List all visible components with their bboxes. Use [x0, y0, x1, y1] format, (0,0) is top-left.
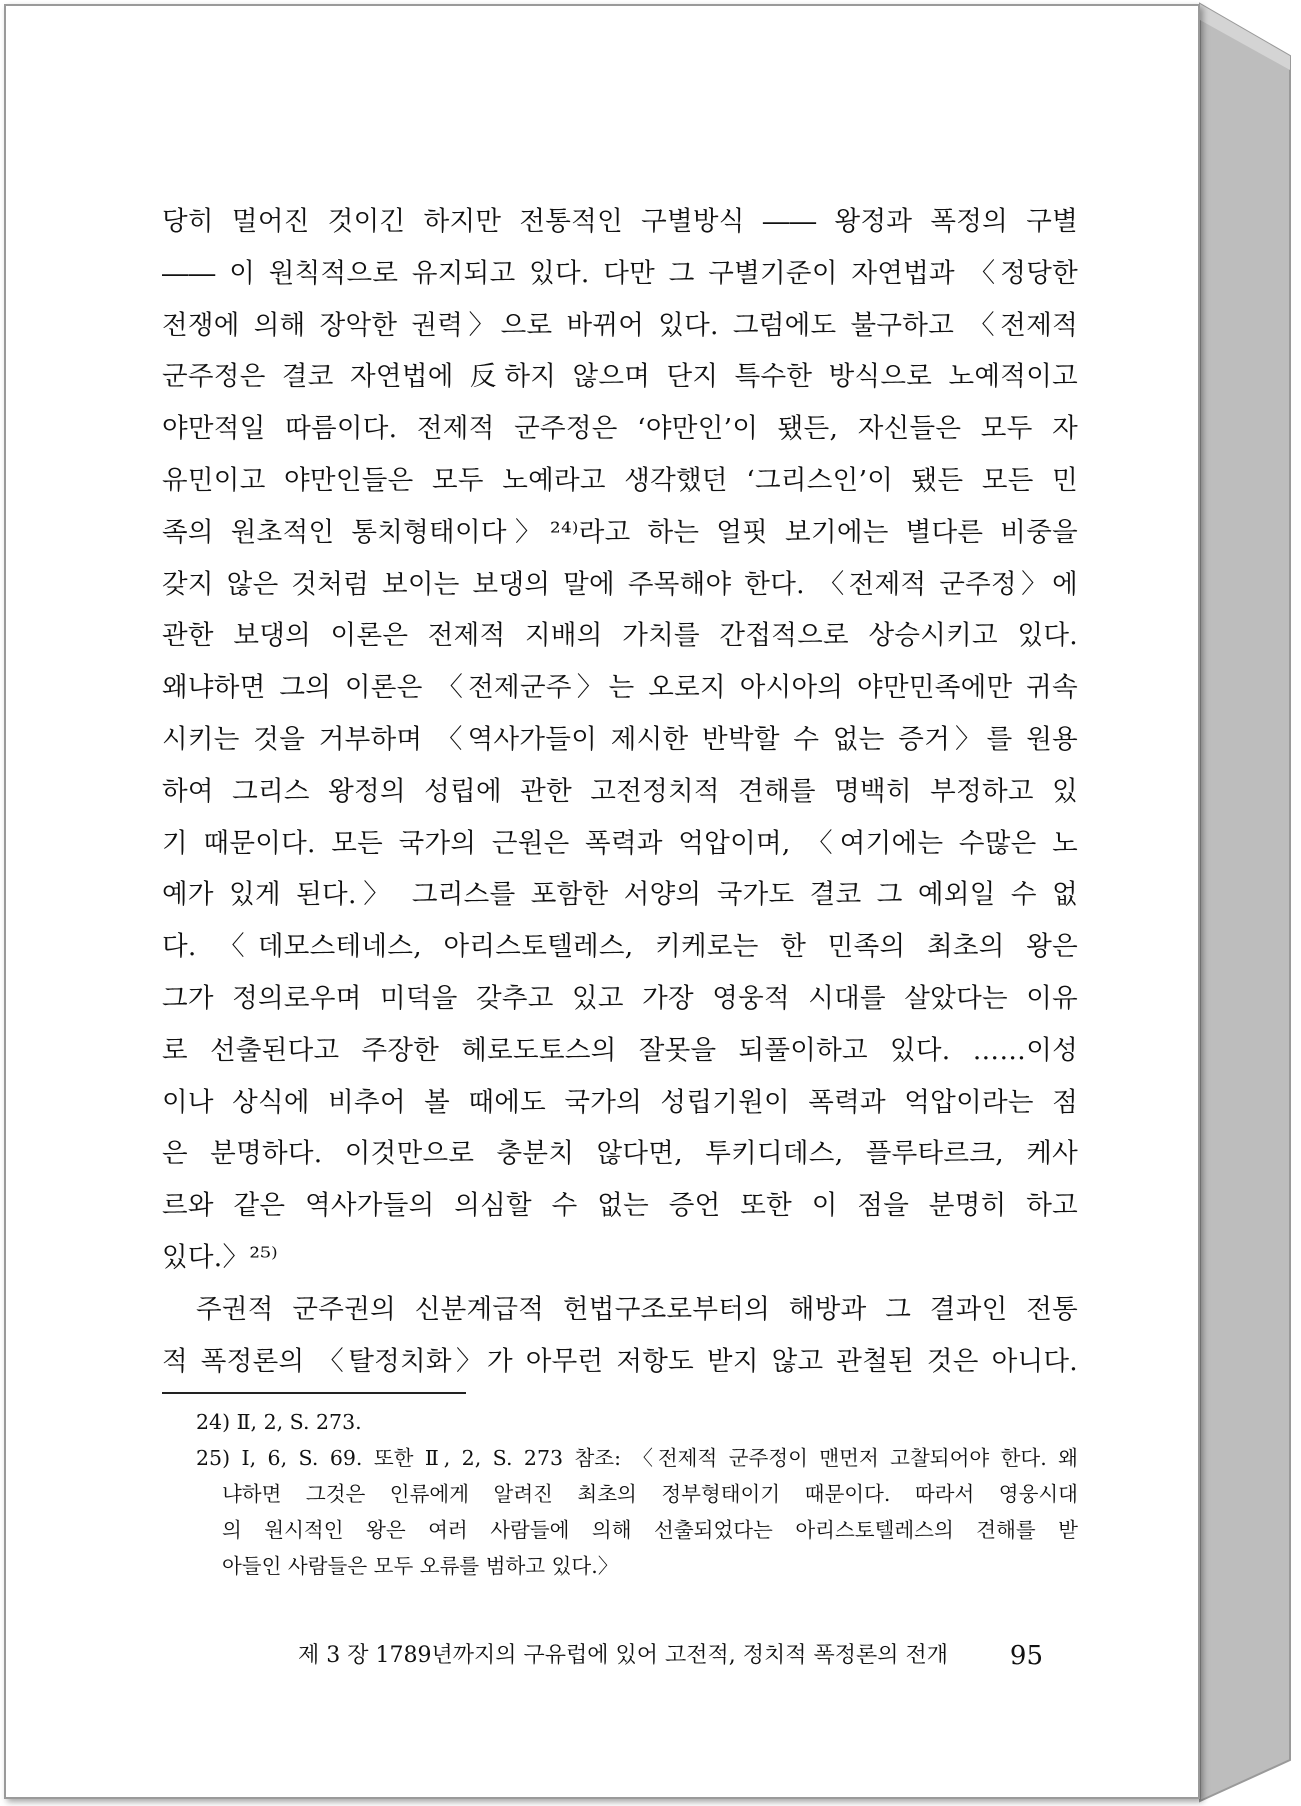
body-line: 하여 그리스 왕정의 성립에 관한 고전정치적 견해를 명백히 부정하고 있 [162, 775, 1078, 807]
body-line: 있다.〉²⁵⁾ [162, 1241, 278, 1273]
body-line: 군주정은 결코 자연법에 反하지 않으며 단지 특수한 방식으로 노예적이고 [162, 361, 1078, 393]
footnote-25-continuation: 의 원시적인 왕은 여러 사람들에 의해 선출되었다는 아리스토텔레스의 견해를 받 [222, 1518, 1078, 1542]
body-line: 예가 있게 된다.〉 그리스를 포함한 서양의 국가도 결코 그 예외일 수 없 [162, 879, 1078, 911]
body-line: ―― 이 원칙적으로 유지되고 있다. 다만 그 구별기준이 자연법과 〈정당한 [162, 257, 1078, 289]
body-line: 다. 〈데모스테네스, 아리스토텔레스, 키케로는 한 민족의 최초의 왕은 [162, 931, 1078, 963]
running-footer [298, 1636, 1043, 1676]
body-line: 유민이고 야만인들은 모두 노예라고 생각했던 ‘그리스인’이 됐든 모든 민 [162, 464, 1078, 496]
body-line: 적 폭정론의 〈탈정치화〉가 아무런 저항도 받지 않고 관철된 것은 아니다. [162, 1345, 1078, 1377]
body-line: 전쟁에 의해 장악한 권력〉으로 바뀌어 있다. 그럼에도 불구하고 〈전제적 [162, 309, 1078, 341]
footnote-25-continuation: 아들인 사람들은 모두 오류를 범하고 있다.〉 [222, 1554, 619, 1578]
footnote-separator [162, 1392, 466, 1394]
body-line: 은 분명하다. 이것만으로 충분치 않다면, 투키디데스, 플루타르크, 케사 [162, 1138, 1078, 1170]
footnote-25: 25) I, 6, S. 69. 또한 Ⅱ, 2, S. 273 참조: 〈전제적 군주정이 맨먼저 고찰되어야 한다. 왜 [196, 1446, 1078, 1470]
body-line: 당히 멀어진 것이긴 하지만 전통적인 구별방식 ―― 왕정과 폭정의 구별 [162, 206, 1078, 237]
body-line: 로 선출된다고 주장한 헤로도토스의 잘못을 되풀이하고 있다. ……이성 [162, 1034, 1078, 1066]
body-line: 왜냐하면 그의 이론은 〈전제군주〉는 오로지 아시아의 야만민족에만 귀속 [162, 672, 1078, 704]
body-line: 르와 같은 역사가들의 의심할 수 없는 증언 또한 이 점을 분명히 하고 [162, 1190, 1078, 1222]
body-line: 족의 원초적인 통치형태이다〉²⁴⁾라고 하는 얼핏 보기에는 별다른 비중을 [162, 516, 1078, 548]
body-line: 이나 상식에 비추어 볼 때에도 국가의 성립기원이 폭력과 억압이라는 점 [162, 1086, 1078, 1118]
body-line: 기 때문이다. 모든 국가의 근원은 폭력과 억압이며, 〈여기에는 수많은 노 [162, 827, 1078, 859]
body-line: 갖지 않은 것처럼 보이는 보댕의 말에 주목해야 한다. 〈전제적 군주정〉에 [162, 568, 1078, 600]
body-line: 관한 보댕의 이론은 전제적 지배의 가치를 간접적으로 상승시키고 있다. [162, 620, 1078, 652]
footnote-24: 24) Ⅱ, 2, S. 273. [196, 1410, 362, 1434]
body-line: 그가 정의로우며 미덕을 갖추고 있고 가장 영웅적 시대를 살았다는 이유 [162, 982, 1078, 1014]
body-line: 야만적일 따름이다. 전제적 군주정은 ‘야만인’이 됐든, 자신들은 모두 자 [162, 413, 1078, 445]
body-line-paragraph-start: 주권적 군주권의 신분계급적 헌법구조로부터의 해방과 그 결과인 전통 [196, 1293, 1078, 1325]
body-text [162, 196, 1078, 1387]
footnotes [196, 1404, 1078, 1584]
footnote-25-continuation: 냐하면 그것은 인류에게 알려진 최초의 정부형태이기 때문이다. 따라서 영웅시대 [222, 1482, 1078, 1506]
chapter-title: 제 3 장 1789년까지의 구유럽에 있어 고전적, 정치적 폭정론의 전개 [298, 1643, 948, 1668]
body-line: 시키는 것을 거부하며 〈역사가들이 제시한 반박할 수 없는 증거〉를 원용 [162, 723, 1078, 755]
page-number: 95 [1009, 1641, 1043, 1671]
